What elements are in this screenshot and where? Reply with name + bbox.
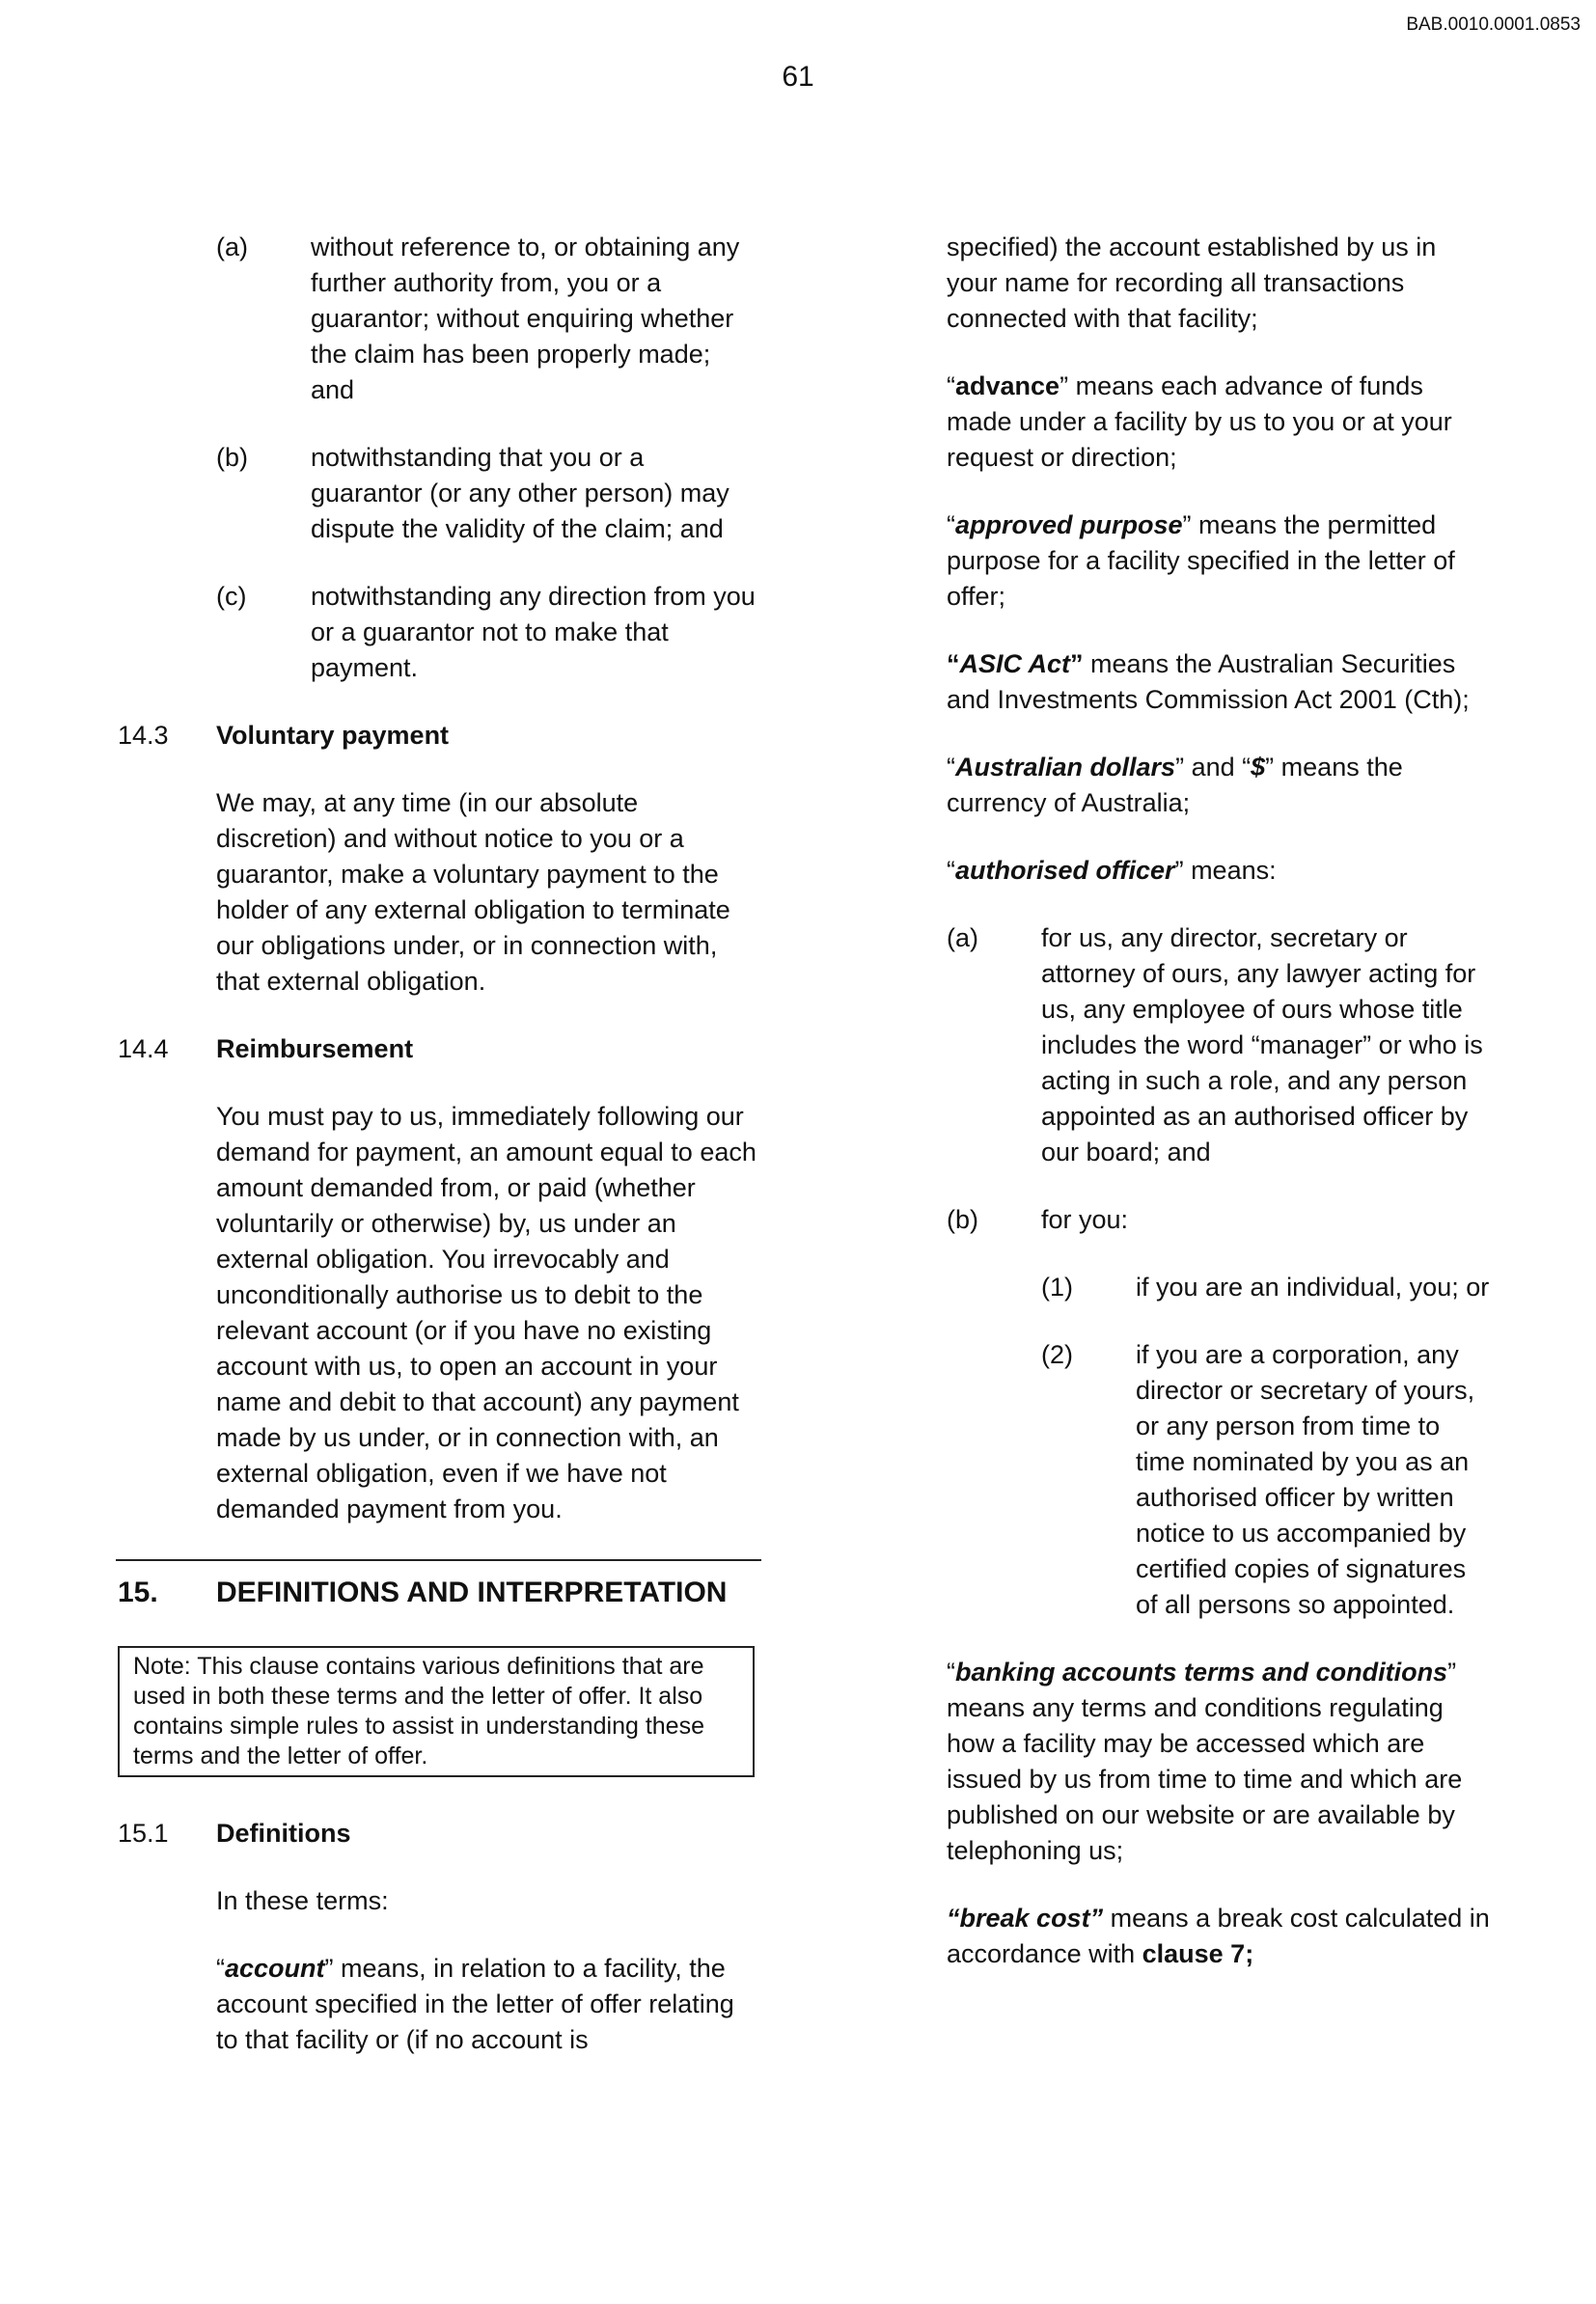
definition-text: means a break cost calculated in accordance with [947, 1904, 1490, 1968]
subclause-text: for you: [1041, 1205, 1129, 1234]
definition-account-continued: specified) the account established by us in your name for recording all transactions connected with that facility; [947, 233, 1437, 333]
clause-14-3-body: We may, at any time (in our absolute discretion) and without notice to you or a guarantor, make a voluntary payment to the holder of any external obligation to terminate our obligations under, or in connection with, that external obligation. [216, 788, 730, 996]
clause-14-4-body: You must pay to us, immediately following our demand for payment, an amount equal to each amount demanded from, or paid (whether voluntarily or otherwise) by, us under an external obligation. You irrevocably and unconditionally authorise us to debit to the relevant account (or if you have no existing account with us, to open an account in your name and debit to that account) any payment made by us under, or in connection with, an external obligation, even if we have not demanded payment from you. [216, 1102, 757, 1523]
subclause-text: notwithstanding any direction from you or a guarantor not to make that payment. [311, 582, 756, 682]
subclause-label: (b) [216, 443, 248, 472]
document-id: BAB.0010.0001.0853 [1406, 14, 1581, 35]
clause-14-4-heading [118, 1031, 759, 1067]
definition-authorised-officer: “authorised officer” means: [947, 856, 1277, 885]
defined-term: break cost [959, 1904, 1090, 1933]
definition-approved-purpose: “approved purpose” means the permitted purpose for a facility specified in the letter of offer; [947, 510, 1455, 611]
definition-asic-act: “ASIC Act” means the Australian Securities and Investments Commission Act 2001 (Cth); [947, 649, 1470, 714]
subclause-b [118, 440, 759, 547]
subclause-label: (2) [1041, 1340, 1073, 1369]
definition-break-cost: “break cost” means a break cost calculated in accordance with clause 7; [947, 1904, 1490, 1968]
section-15-heading [118, 1575, 759, 1611]
subclause-text: if you are an individual, you; or [1136, 1273, 1490, 1302]
clause-number: 14.4 [118, 1034, 169, 1063]
defined-term: ASIC Act [959, 649, 1071, 678]
clause-14-3-heading [118, 718, 759, 754]
definition-text: means each advance of funds made under a facility by us to you or at your request or direction; [947, 371, 1452, 472]
clause-number: 14.3 [118, 721, 169, 750]
page-number: 61 [782, 61, 814, 93]
authorised-officer-b1 [1041, 1270, 1492, 1305]
defined-term: advance [955, 371, 1060, 400]
authorised-officer-b2 [1041, 1337, 1492, 1623]
subclause-text: for us, any director, secretary or attorney of ours, any lawyer acting for us, any employee of ours whose title includes the word “manager” or who is acting in such a role, and any person appointed as an authorised officer by our board; and [1041, 923, 1483, 1166]
subclause-text: notwithstanding that you or a guarantor (or any other person) may dispute the validity of the claim; and [311, 443, 729, 543]
subclause-label: (1) [1041, 1273, 1073, 1302]
clause-title: Definitions [216, 1819, 351, 1848]
subclause-text: if you are a corporation, any director or secretary of yours, or any person from time to time nominated by you as an authorised officer by written notice to us accompanied by certified copies of signatures of all persons so appointed. [1136, 1340, 1475, 1619]
clause-number: 15.1 [118, 1819, 169, 1848]
subclause-label: (a) [947, 923, 978, 952]
definition-text: means any terms and conditions regulating how a facility may be accessed which are issued by us from time to time and which are published on our website or are available by telephoning us; [947, 1693, 1463, 1865]
defined-term: banking accounts terms and conditions [955, 1658, 1448, 1687]
clause-reference: clause 7; [1142, 1939, 1254, 1968]
note-box: Note: This clause contains various definitions that are used in both these terms and the letter of offer. It also contains simple rules to assist in understanding these terms and the letter of offer. [118, 1646, 755, 1777]
defined-term: $ [1251, 753, 1266, 782]
definition-text: means the Australian Securities and Investments Commission Act 2001 (Cth); [947, 649, 1470, 714]
section-divider [116, 1559, 761, 1561]
subclause-text: without reference to, or obtaining any further authority from, you or a guarantor; without enquiring whether the claim has been properly made; and [311, 233, 740, 404]
authorised-officer-b [947, 1202, 1492, 1238]
definition-text: means the permitted purpose for a facility specified in the letter of offer; [947, 510, 1455, 611]
definition-text: means the currency of Australia; [947, 753, 1403, 817]
clause-title: Voluntary payment [216, 721, 450, 750]
definition-advance: “advance” means each advance of funds made under a facility by us to you or at your request or direction; [947, 371, 1452, 472]
defined-term: approved purpose [955, 510, 1183, 539]
definition-account: “account” means, in relation to a facility, the account specified in the letter of offer relating to that facility or (if no account is [216, 1954, 734, 2054]
definitions-intro: In these terms: [216, 1886, 389, 1915]
subclause-label: (a) [216, 233, 248, 261]
clause-title: Reimbursement [216, 1034, 414, 1063]
subclause-c [118, 579, 759, 686]
defined-term: account [225, 1954, 325, 1983]
definition-australian-dollars: “Australian dollars” and “$” means the currency of Australia; [947, 753, 1403, 817]
definition-text: means, in relation to a facility, the account specified in the letter of offer relating to that facility or (if no account is [216, 1954, 734, 2054]
definition-conjunction: and [1191, 753, 1235, 782]
left-column [118, 230, 759, 2090]
right-column [947, 230, 1492, 2004]
subclause-label: (b) [947, 1205, 978, 1234]
definition-text: means: [1191, 856, 1277, 885]
defined-term: authorised officer [955, 856, 1175, 885]
subclause-label: (c) [216, 582, 247, 611]
authorised-officer-a [947, 920, 1492, 1170]
clause-15-1-heading [118, 1816, 759, 1851]
definition-banking-terms: “banking accounts terms and conditions” means any terms and conditions regulating how a facility may be accessed which are issued by us from time to time and which are published on our website or are available by telephoning us; [947, 1658, 1463, 1865]
defined-term: Australian dollars [955, 753, 1176, 782]
subclause-a [118, 230, 759, 408]
section-title: DEFINITIONS AND INTERPRETATION [216, 1577, 728, 1608]
section-number: 15. [118, 1577, 158, 1608]
